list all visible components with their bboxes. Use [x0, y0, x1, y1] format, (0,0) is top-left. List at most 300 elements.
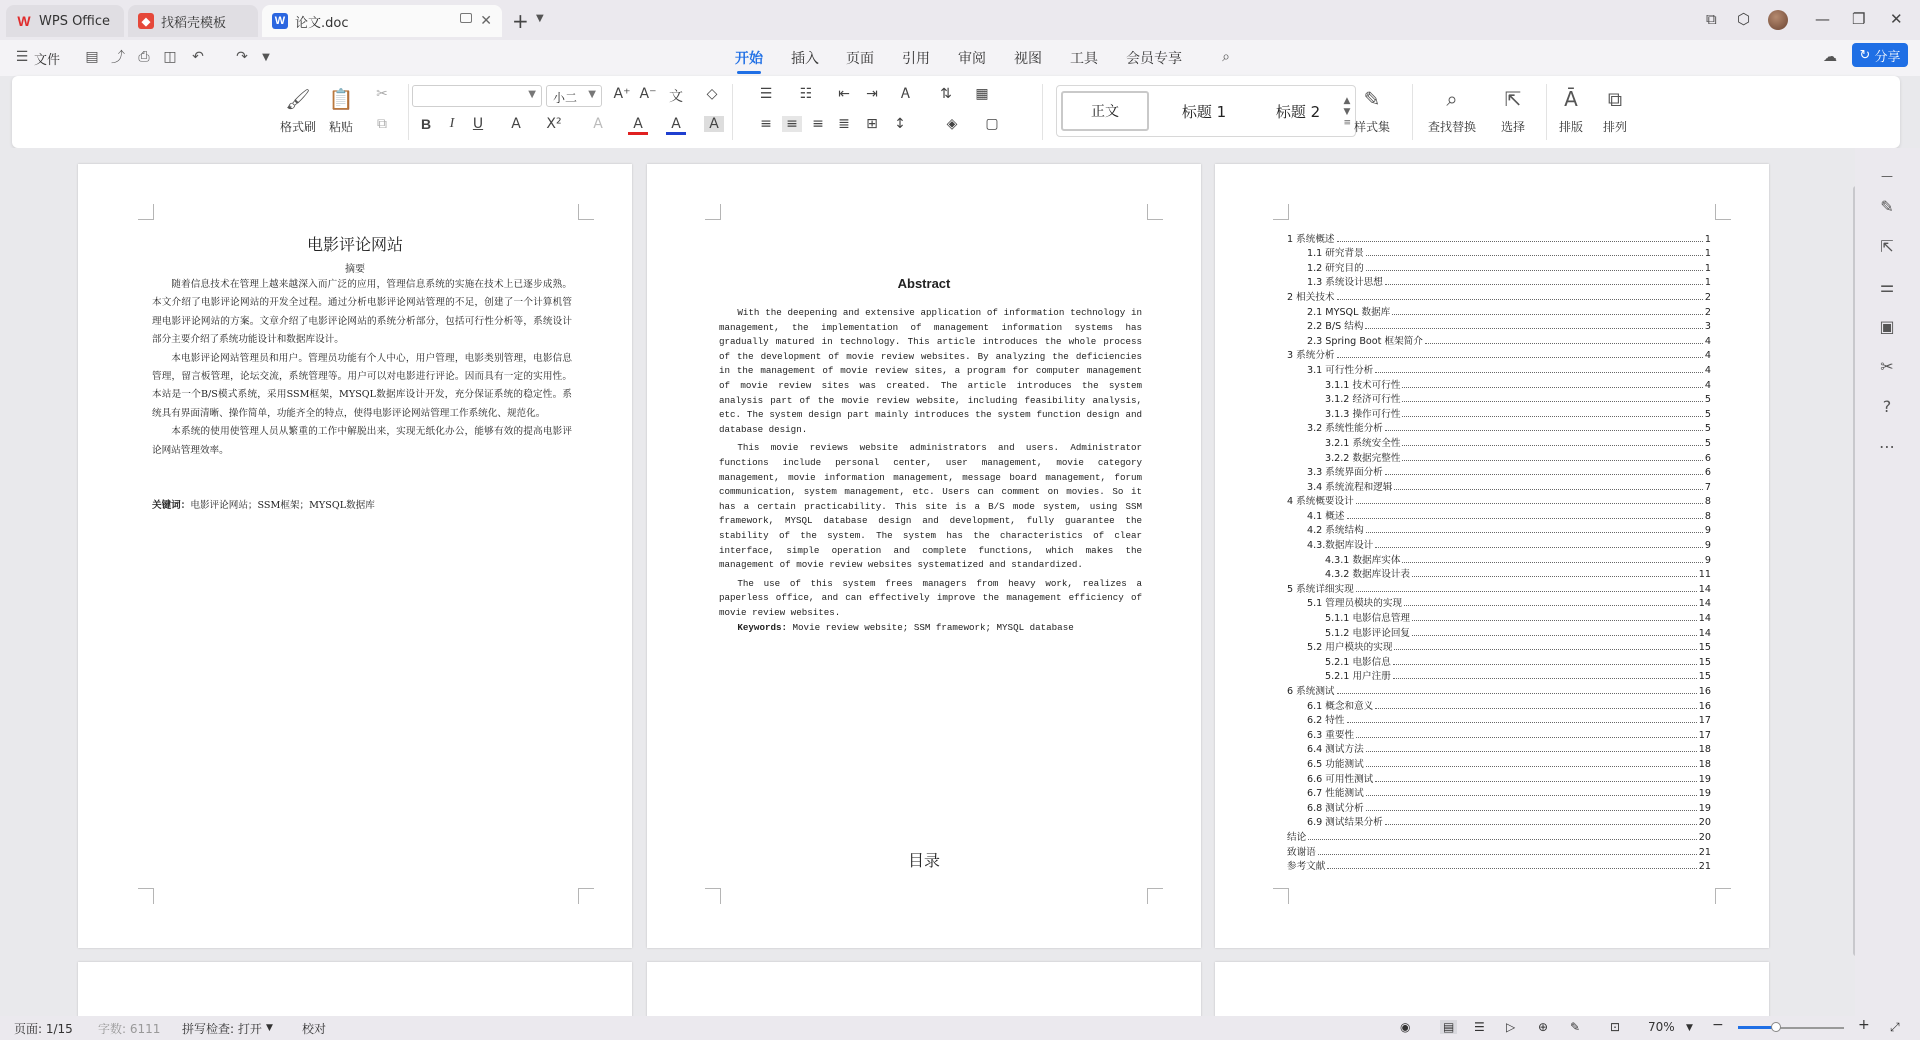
toc-entry-title: 6.9 测试结果分析 — [1307, 817, 1383, 829]
toc-entry[interactable] — [1287, 858, 1711, 873]
toc-entry-page: 4 — [1704, 364, 1711, 376]
toc-leader-dots — [1365, 328, 1702, 329]
crop-mark — [578, 888, 594, 904]
print-icon[interactable]: ⎙ — [138, 49, 150, 65]
toc-entry-title: 6.5 功能测试 — [1307, 758, 1364, 770]
close-window-icon[interactable]: ✕ — [1890, 10, 1903, 28]
toc-entry-page: 18 — [1698, 744, 1711, 756]
toc-leader-dots — [1356, 503, 1703, 504]
table-of-contents — [1287, 230, 1711, 872]
toc-leader-dots — [1327, 868, 1696, 869]
toc-entry-page: 6 — [1704, 467, 1711, 479]
toc-leader-dots — [1402, 562, 1702, 563]
separator — [1412, 84, 1413, 140]
strikethrough-icon[interactable]: A — [511, 116, 521, 132]
border-icon[interactable]: ▢ — [985, 116, 999, 132]
toc-leader-dots — [1347, 518, 1703, 519]
cube-icon[interactable]: ⬡ — [1737, 10, 1751, 28]
table-icon[interactable]: ▦ — [975, 86, 989, 102]
toc-entry-title: 4.3.数据库设计 — [1307, 540, 1374, 552]
align-left-icon[interactable]: ≡ — [760, 116, 772, 132]
fit-page-icon[interactable]: ⊡ — [1610, 1020, 1621, 1034]
find-replace-label: 查找替换 — [1428, 120, 1477, 134]
hamburger-menu-icon[interactable]: ☰ — [15, 49, 29, 65]
play-icon[interactable]: ▷ — [1506, 1020, 1516, 1034]
eye-icon[interactable]: ◉ — [1400, 1020, 1411, 1034]
toc-entry[interactable] — [1287, 288, 1711, 303]
toc-leader-dots — [1385, 474, 1703, 475]
abstract-body-en — [719, 306, 1142, 624]
crop-mark — [1273, 888, 1289, 904]
toc-entry-title: 5.2.1 用户注册 — [1325, 671, 1391, 683]
toc-entry-page: 9 — [1704, 540, 1711, 552]
sort-icon[interactable]: ⇅ — [940, 86, 952, 102]
toc-leader-dots — [1318, 854, 1697, 855]
toc-entry-page: 4 — [1704, 379, 1711, 391]
style-normal[interactable]: 正文 — [1061, 91, 1149, 131]
toc-entry-title: 参考文献 — [1287, 861, 1326, 873]
web-view-icon[interactable]: ⊕ — [1538, 1020, 1549, 1034]
paragraph: 随着信息技术在管理上越来越深入而广泛的应用，管理信息系统的实施在技术上已逐步成熟。本文介绍了电影评论网站的开发全过程。通过分析电影评论网站管理的不足，创建了一个计算机管理电影评论网站的方案。文章介绍了电影评论网站的系统分析部分，包括可行性分析等，系统设计部分主要介绍了系统功能设计和数据库设计。 — [152, 279, 572, 346]
toc-entry-title: 6.8 测试分析 — [1307, 802, 1364, 814]
paragraph: This movie reviews website administrators and users. Administrator functions include personal center, user management, movie category management, movie information management, message board management, forum communication, system management, etc. Users can comment on movies. So it has a certain practicability. This site is a B/S mode system, using SSM framework, MYSQL database design and development, fully guarantee the stability of the system. The system has the characteristics of clear interface, simple operation and complete functions, which makes the management of movie review websites systematized and standardized. — [719, 442, 1142, 571]
toc-entry[interactable] — [1287, 595, 1711, 610]
italic-icon[interactable]: I — [449, 116, 455, 131]
zoom-slider-knob[interactable] — [1771, 1022, 1781, 1032]
toc-entry-title: 2 相关技术 — [1287, 291, 1335, 303]
document-title: 电影评论网站 — [306, 235, 403, 254]
toc-entry-page: 8 — [1704, 510, 1711, 522]
style-gallery — [1056, 85, 1356, 137]
toc-entry-page: 4 — [1704, 335, 1711, 347]
magnifier-icon: ⌕ — [1446, 87, 1458, 111]
toc-entry-page: 4 — [1704, 350, 1711, 362]
toc-entry-page: 14 — [1698, 627, 1711, 639]
toc-entry-page: 16 — [1698, 686, 1711, 697]
keywords-text: 电影评论网站；SSM框架；MYSQL数据库 — [190, 500, 375, 511]
toc-entry[interactable] — [1287, 682, 1711, 697]
print-preview-icon[interactable]: ◫ — [163, 49, 177, 65]
toc-entry[interactable] — [1287, 639, 1711, 654]
toc-entry-title: 4.2 系统结构 — [1307, 525, 1364, 537]
toc-entry-title: 6.7 性能测试 — [1307, 788, 1364, 800]
toc-entry-page: 1 — [1704, 233, 1711, 245]
toc-entry-page: 19 — [1698, 773, 1711, 785]
crop-mark — [1715, 204, 1731, 220]
toc-entry-page: 5 — [1704, 423, 1711, 435]
toc-leader-dots — [1366, 766, 1697, 767]
toc-leader-dots — [1375, 708, 1697, 709]
font-size-select[interactable] — [546, 85, 602, 107]
page-1[interactable] — [78, 164, 632, 948]
toc-entry[interactable] — [1287, 566, 1711, 581]
style-set-button[interactable] — [1354, 86, 1390, 135]
toc-entry-page: 1 — [1704, 262, 1711, 274]
toc-entry-page: 14 — [1698, 613, 1711, 625]
toc-entry-title: 1.3 系统设计思想 — [1307, 277, 1383, 289]
tab-tools[interactable]: 工具 — [1070, 51, 1098, 67]
superscript-icon[interactable]: X² — [546, 116, 562, 132]
toc-entry-page: 18 — [1698, 758, 1711, 770]
align-center-icon[interactable]: ≡ — [782, 116, 802, 132]
redo-icon[interactable]: ↷ — [236, 49, 248, 65]
toc-entry-title: 6.2 特性 — [1307, 715, 1345, 727]
toc-entry[interactable] — [1287, 361, 1711, 376]
paragraph: With the deepening and extensive application of information technology in management, the implementation of management information systems has gradually matured in technology. This article introduces the whole process of the development of movie review websites. By analyzing the deficiencies in the management of movie review sites, a program for computer management of movie review sites was created. The article introduces the system analysis part of the movie review website, including feasibility analysis, etc. The system design part mainly introduces the system function design and database design. — [719, 307, 1142, 435]
toc-entry[interactable] — [1287, 274, 1711, 289]
outline-view-icon[interactable]: ☰ — [1474, 1020, 1485, 1034]
text-direction-icon[interactable]: Ꭺ — [901, 86, 911, 102]
chevron-down-icon[interactable]: ▼ — [1686, 1023, 1693, 1033]
toc-entry-page: 1 — [1704, 277, 1711, 289]
align-right-icon[interactable]: ≡ — [812, 116, 824, 132]
format-painter-icon: 🖌 — [285, 87, 311, 111]
toc-entry[interactable] — [1287, 580, 1711, 595]
collapse-icon[interactable]: — — [1881, 169, 1893, 183]
toc-leader-dots — [1404, 605, 1697, 606]
toc-leader-dots — [1402, 416, 1702, 417]
line-spacing-icon[interactable]: ↕ — [894, 116, 906, 132]
tab-docer-templates[interactable] — [128, 5, 258, 37]
numbered-list-icon[interactable]: ☷ — [799, 86, 813, 102]
toc-entry[interactable] — [1287, 843, 1711, 858]
toc-entry[interactable] — [1287, 653, 1711, 668]
chevron-down-icon: ▼ — [588, 89, 596, 100]
toc-entry-title: 6.6 可用性测试 — [1307, 773, 1374, 785]
layout-button[interactable] — [1558, 86, 1584, 135]
abstract-title: Abstract — [897, 276, 951, 291]
clipboard-icon: 📋 — [328, 87, 354, 111]
paste-button[interactable] — [328, 86, 354, 135]
tab-insert[interactable]: 插入 — [791, 51, 819, 67]
style-heading-1[interactable]: 标题 1 — [1181, 102, 1227, 121]
toc-entry-page: 19 — [1698, 802, 1711, 814]
edit-image-icon[interactable]: ▣ — [1879, 316, 1895, 336]
annotate-icon[interactable]: ✎ — [1570, 1020, 1581, 1034]
share-button[interactable] — [1852, 43, 1908, 67]
keywords-line-en — [719, 622, 1074, 633]
crop-mark — [1147, 204, 1163, 220]
clear-format-icon[interactable]: ◇ — [706, 86, 718, 102]
paste-label: 粘贴 — [328, 120, 353, 134]
toc-entry-page: 15 — [1698, 642, 1711, 654]
close-tab-icon[interactable]: ✕ — [480, 13, 492, 29]
toc-entry[interactable] — [1287, 318, 1711, 333]
toc-entry-title: 6 系统测试 — [1287, 686, 1335, 697]
toc-entry-title: 6.3 重要性 — [1307, 729, 1355, 741]
toc-entry[interactable] — [1287, 668, 1711, 683]
keywords-label: 关键词： — [152, 500, 191, 511]
toc-entry-title: 5 系统详细实现 — [1287, 583, 1354, 595]
search-icon[interactable]: ⌕ — [1222, 49, 1230, 65]
font-color-icon[interactable]: A — [666, 116, 686, 135]
toc-entry-title: 3.4 系统流程和逻辑 — [1307, 481, 1393, 493]
export-icon[interactable]: ⤴ — [111, 50, 125, 66]
toc-entry-page: 14 — [1698, 598, 1711, 610]
crop-mark — [138, 204, 154, 220]
toc-entry-page: 14 — [1698, 583, 1711, 595]
paragraph: The use of this system frees managers from heavy work, realizes a paperless office, and can effectively improve the management efficiency of movie review websites. — [719, 577, 1142, 618]
chevron-down-icon[interactable]: ▼ — [536, 13, 544, 24]
toc-entry-page: 2 — [1704, 306, 1711, 318]
page-4[interactable] — [78, 962, 632, 1016]
toc-leader-dots — [1366, 751, 1697, 752]
toc-entry-page: 15 — [1698, 671, 1711, 683]
toc-entry[interactable] — [1287, 434, 1711, 449]
tab-review[interactable]: 审阅 — [958, 51, 986, 67]
toc-leader-dots — [1412, 576, 1697, 577]
bold-icon[interactable]: B — [420, 116, 432, 132]
toc-entry-title: 4.3.1 数据库实体 — [1325, 554, 1401, 566]
keywords-line — [152, 497, 375, 511]
toc-entry[interactable] — [1287, 405, 1711, 420]
tab-view[interactable]: 视图 — [1014, 51, 1042, 67]
share-label: 分享 — [1874, 49, 1901, 65]
page-view-icon[interactable]: ▤ — [1440, 1020, 1457, 1034]
window-icon[interactable] — [460, 13, 472, 23]
adjust-icon[interactable]: ⚌ — [1879, 276, 1895, 296]
toc-leader-dots — [1337, 357, 1703, 358]
toc-entry-title: 2.1 MYSQL 数据库 — [1307, 306, 1391, 318]
justify-icon[interactable]: ≣ — [838, 116, 850, 132]
toc-entry-title: 3.1.1 技术可行性 — [1325, 379, 1401, 391]
toc-entry[interactable] — [1287, 464, 1711, 479]
new-tab-icon[interactable]: + — [512, 9, 529, 33]
page-3[interactable] — [1215, 164, 1769, 948]
tools-icon[interactable]: ✂ — [1880, 356, 1894, 376]
toc-entry[interactable] — [1287, 551, 1711, 566]
toc-entry-page: 3 — [1704, 321, 1711, 333]
toc-entry[interactable] — [1287, 799, 1711, 814]
increase-indent-icon[interactable]: ⇥ — [866, 86, 878, 102]
tab-references[interactable]: 引用 — [902, 51, 930, 67]
tab-document[interactable] — [262, 5, 502, 37]
toc-leader-dots — [1347, 722, 1697, 723]
toc-entry[interactable] — [1287, 245, 1711, 260]
cut-icon[interactable]: ✂ — [376, 86, 388, 102]
toc-leader-dots — [1394, 489, 1702, 490]
toc-entry[interactable] — [1287, 755, 1711, 770]
spellcheck-toggle[interactable]: 拼写检查: 打开 — [182, 1022, 262, 1036]
toc-entry[interactable] — [1287, 697, 1711, 712]
separator — [1546, 84, 1547, 140]
toc-leader-dots — [1402, 445, 1702, 446]
toc-entry-page: 21 — [1698, 846, 1711, 858]
toc-entry-title: 4.3.2 数据库设计表 — [1325, 569, 1411, 581]
toc-entry[interactable] — [1287, 785, 1711, 800]
toc-entry-title: 5.1.2 电影评论回复 — [1325, 627, 1411, 639]
toc-entry-title: 3.2 系统性能分析 — [1307, 423, 1383, 435]
toc-entry-title: 3.1.3 操作可行性 — [1325, 408, 1401, 420]
toc-entry[interactable] — [1287, 507, 1711, 522]
crop-mark — [1273, 204, 1289, 220]
toc-entry-title: 1.2 研究目的 — [1307, 262, 1364, 274]
toc-leader-dots — [1392, 314, 1703, 315]
toc-leader-dots — [1402, 387, 1702, 388]
toc-entry[interactable] — [1287, 624, 1711, 639]
toc-entry-title: 3.2.2 数据完整性 — [1325, 452, 1401, 464]
toc-entry[interactable] — [1287, 347, 1711, 362]
undo-icon[interactable]: ↶ — [192, 49, 204, 65]
format-painter-button[interactable] — [280, 86, 316, 135]
ribbon-toolbar — [12, 76, 1900, 148]
word-count[interactable]: 字数: 6111 — [98, 1022, 161, 1036]
text-effect-icon[interactable]: A — [593, 116, 603, 132]
document-canvas[interactable] — [0, 148, 1855, 1016]
toc-entry-title: 致谢语 — [1287, 846, 1316, 858]
toc-leader-dots — [1385, 430, 1703, 431]
chevron-down-icon[interactable]: ▼ — [262, 51, 270, 63]
toc-leader-dots — [1412, 620, 1697, 621]
save-icon[interactable]: ▤ — [85, 49, 99, 65]
toc-leader-dots — [1385, 284, 1703, 285]
bullet-list-icon[interactable]: ☰ — [759, 86, 773, 102]
page-2[interactable] — [647, 164, 1201, 948]
toc-entry[interactable] — [1287, 478, 1711, 493]
toc-entry-page: 6 — [1704, 452, 1711, 464]
toc-leader-dots — [1366, 270, 1703, 271]
style-set-label: 样式集 — [1354, 120, 1391, 134]
toc-entry[interactable] — [1287, 332, 1711, 347]
toc-entry-page: 8 — [1704, 496, 1711, 508]
toc-entry[interactable] — [1287, 303, 1711, 318]
toc-entry[interactable] — [1287, 741, 1711, 756]
toc-entry-page: 5 — [1704, 394, 1711, 406]
toc-entry-page: 11 — [1698, 569, 1711, 581]
toc-entry[interactable] — [1287, 522, 1711, 537]
increase-font-icon[interactable]: A⁺ — [613, 86, 631, 102]
toc-leader-dots — [1337, 241, 1703, 242]
arrange-label: 排列 — [1602, 120, 1627, 134]
page-6[interactable] — [1215, 962, 1769, 1016]
select-button[interactable] — [1500, 86, 1526, 135]
toc-entry[interactable] — [1287, 449, 1711, 464]
layout-label: 排版 — [1558, 120, 1583, 134]
toc-entry[interactable] — [1287, 376, 1711, 391]
help-icon[interactable]: ? — [1882, 396, 1892, 416]
file-menu[interactable]: 文件 — [34, 53, 61, 68]
zoom-out-icon[interactable]: − — [1712, 1017, 1724, 1033]
toc-leader-dots — [1366, 810, 1697, 811]
toc-entry-title: 3.1.2 经济可行性 — [1325, 394, 1401, 406]
proofread-button[interactable]: 校对 — [302, 1022, 327, 1036]
toc-entry-page: 5 — [1704, 437, 1711, 449]
toc-entry-title: 5.2.1 电影信息 — [1325, 656, 1391, 668]
toc-entry-page: 21 — [1698, 861, 1711, 873]
toc-entry-page: 2 — [1704, 291, 1711, 303]
toc-entry-page: 20 — [1698, 831, 1711, 843]
tab-home[interactable]: 开始 — [735, 48, 763, 68]
toc-entry-page: 16 — [1698, 700, 1711, 712]
select-cursor-icon[interactable]: ⇱ — [1880, 236, 1894, 256]
crop-mark — [705, 204, 721, 220]
toc-entry[interactable] — [1287, 814, 1711, 829]
pen-icon[interactable]: ✎ — [1880, 196, 1894, 216]
find-replace-button[interactable] — [1428, 86, 1476, 135]
avatar[interactable] — [1768, 10, 1788, 30]
fullscreen-icon[interactable]: ⤢ — [1890, 1020, 1900, 1034]
crop-mark — [1147, 888, 1163, 904]
page-indicator[interactable]: 页面: 1/15 — [14, 1022, 73, 1036]
shading-icon[interactable]: ◈ — [946, 116, 958, 132]
page-5[interactable] — [647, 962, 1201, 1016]
font-name-select[interactable] — [412, 85, 542, 107]
separator — [408, 84, 409, 140]
toc-entry-page: 19 — [1698, 788, 1711, 800]
highlight-color-icon[interactable]: A — [628, 116, 648, 135]
status-bar — [0, 1016, 1920, 1040]
toc-entry[interactable] — [1287, 828, 1711, 843]
abstract-heading: 摘要 — [345, 264, 365, 275]
toc-entry[interactable] — [1287, 230, 1711, 245]
gallery-scroll-icon[interactable]: ▲ ▼ ≡ — [1343, 96, 1351, 128]
tab-member[interactable]: 会员专享 — [1126, 51, 1182, 67]
minimize-icon[interactable]: — — [1815, 10, 1830, 28]
decrease-indent-icon[interactable]: ⇤ — [838, 86, 850, 102]
tab-label: 找稻壳模板 — [161, 15, 227, 31]
style-heading-2[interactable]: 标题 2 — [1275, 102, 1321, 121]
toc-leader-dots — [1385, 824, 1697, 825]
toc-leader-dots — [1375, 547, 1703, 548]
more-icon[interactable]: ⋯ — [1879, 436, 1895, 456]
toc-entry[interactable] — [1287, 712, 1711, 727]
zoom-in-icon[interactable]: + — [1858, 1017, 1870, 1033]
tab-page[interactable]: 页面 — [846, 51, 874, 67]
separator — [732, 84, 733, 140]
phonetic-icon[interactable]: 文 — [669, 89, 683, 105]
copy-icon[interactable]: ⧉ — [377, 116, 387, 132]
toc-entry[interactable] — [1287, 536, 1711, 551]
restore-icon[interactable]: ❐ — [1852, 10, 1866, 28]
toc-entry[interactable] — [1287, 770, 1711, 785]
wps-logo-icon: W — [17, 13, 31, 29]
toc-leader-dots — [1393, 678, 1697, 679]
keywords-text: Movie review website; SSM framework; MYSQL database — [792, 622, 1074, 633]
char-shading-icon[interactable]: A — [704, 116, 724, 132]
toc-leader-dots — [1425, 343, 1703, 344]
chevron-down-icon[interactable]: ▼ — [266, 1023, 273, 1033]
chevron-down-icon: ▼ — [528, 89, 536, 100]
toc-entry-title: 5.1.1 电影信息管理 — [1325, 613, 1411, 625]
crop-mark — [138, 888, 154, 904]
decrease-font-icon[interactable]: A⁻ — [639, 86, 657, 102]
format-painter-label: 格式刷 — [280, 120, 317, 134]
zoom-level[interactable]: 70% — [1648, 1020, 1675, 1034]
share-icon: ↻ — [1859, 47, 1871, 63]
toc-entry[interactable] — [1287, 493, 1711, 508]
underline-icon[interactable]: U — [472, 116, 484, 132]
crop-mark — [705, 888, 721, 904]
toc-entry-title: 结论 — [1287, 831, 1307, 843]
toc-leader-dots — [1402, 460, 1702, 461]
tile-windows-icon[interactable]: ⧉ — [1706, 10, 1717, 28]
toc-entry-page: 1 — [1704, 248, 1711, 260]
toc-entry[interactable] — [1287, 420, 1711, 435]
paragraph: 本系统的使用使管理人员从繁重的工作中解脱出来，实现无纸化办公，能够有效的提高电影评论网站管理效率。 — [152, 426, 572, 456]
toc-entry-title: 3 系统分析 — [1287, 350, 1335, 362]
cloud-icon[interactable]: ☁ — [1823, 49, 1837, 65]
distribute-icon[interactable]: ⊞ — [866, 116, 878, 132]
toc-entry[interactable] — [1287, 726, 1711, 741]
toc-entry[interactable] — [1287, 391, 1711, 406]
crop-mark — [1715, 888, 1731, 904]
arrange-button[interactable] — [1602, 86, 1628, 135]
layout-icon: Ā — [1564, 87, 1578, 111]
toc-entry[interactable] — [1287, 259, 1711, 274]
toc-entry[interactable] — [1287, 609, 1711, 624]
tab-wps-office[interactable] — [6, 5, 124, 37]
select-label: 选择 — [1500, 120, 1525, 134]
